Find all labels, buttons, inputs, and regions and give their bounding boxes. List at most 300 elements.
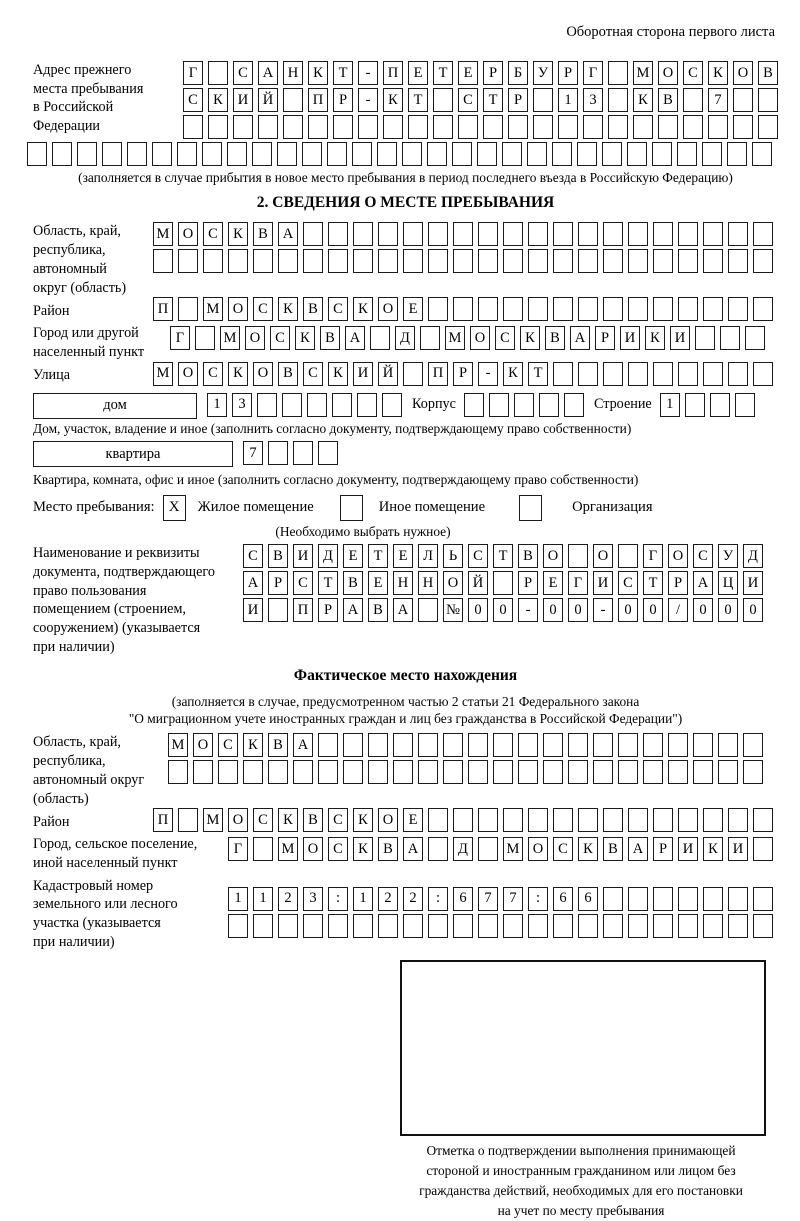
char-cell[interactable]: Р xyxy=(653,837,673,861)
char-cell[interactable] xyxy=(643,733,663,757)
char-cell[interactable] xyxy=(727,142,747,166)
char-cell[interactable]: : xyxy=(428,887,448,911)
char-cell[interactable] xyxy=(678,362,698,386)
char-cell[interactable] xyxy=(678,887,698,911)
char-cell[interactable] xyxy=(428,297,448,321)
char-cell[interactable] xyxy=(583,115,603,139)
char-cell[interactable]: А xyxy=(278,222,298,246)
char-cell[interactable] xyxy=(743,733,763,757)
char-cell[interactable] xyxy=(728,222,748,246)
char-cell[interactable] xyxy=(653,914,673,938)
char-cell[interactable] xyxy=(178,249,198,273)
char-cell[interactable] xyxy=(478,808,498,832)
char-cell[interactable] xyxy=(428,914,448,938)
char-cell[interactable]: О xyxy=(658,61,678,85)
char-cell[interactable] xyxy=(153,249,173,273)
char-cell[interactable] xyxy=(627,142,647,166)
char-cell[interactable]: Р xyxy=(333,88,353,112)
char-cell[interactable]: К xyxy=(520,326,540,350)
char-cell[interactable] xyxy=(307,393,327,417)
char-cell[interactable]: О xyxy=(668,544,688,568)
char-cell[interactable]: И xyxy=(243,598,263,622)
char-cell[interactable] xyxy=(468,733,488,757)
char-cell[interactable] xyxy=(628,222,648,246)
char-cell[interactable] xyxy=(643,760,663,784)
char-cell[interactable]: 6 xyxy=(578,887,598,911)
char-cell[interactable] xyxy=(253,249,273,273)
char-cell[interactable]: Е xyxy=(393,544,413,568)
char-cell[interactable] xyxy=(593,760,613,784)
char-cell[interactable]: А xyxy=(293,733,313,757)
char-cell[interactable] xyxy=(453,297,473,321)
char-cell[interactable] xyxy=(514,393,534,417)
char-cell[interactable] xyxy=(428,837,448,861)
char-cell[interactable]: К xyxy=(703,837,723,861)
char-cell[interactable] xyxy=(478,914,498,938)
char-cell[interactable] xyxy=(693,733,713,757)
char-cell[interactable] xyxy=(478,249,498,273)
char-cell[interactable] xyxy=(282,393,302,417)
char-cell[interactable]: Н xyxy=(418,571,438,595)
char-cell[interactable] xyxy=(408,115,428,139)
char-cell[interactable] xyxy=(152,142,172,166)
char-cell[interactable] xyxy=(753,362,773,386)
char-cell[interactable]: Г xyxy=(568,571,588,595)
char-cell[interactable] xyxy=(652,142,672,166)
char-cell[interactable] xyxy=(403,249,423,273)
char-cell[interactable] xyxy=(603,249,623,273)
char-cell[interactable]: П xyxy=(428,362,448,386)
char-cell[interactable] xyxy=(208,61,228,85)
char-cell[interactable]: В xyxy=(343,571,363,595)
char-cell[interactable]: С xyxy=(618,571,638,595)
char-cell[interactable] xyxy=(753,837,773,861)
char-cell[interactable]: В xyxy=(518,544,538,568)
char-cell[interactable] xyxy=(228,249,248,273)
char-cell[interactable] xyxy=(183,115,203,139)
char-cell[interactable]: А xyxy=(403,837,423,861)
char-cell[interactable]: С xyxy=(203,222,223,246)
char-cell[interactable]: Р xyxy=(668,571,688,595)
char-cell[interactable] xyxy=(333,115,353,139)
char-cell[interactable] xyxy=(558,115,578,139)
char-cell[interactable]: П xyxy=(383,61,403,85)
char-cell[interactable]: К xyxy=(353,297,373,321)
char-cell[interactable] xyxy=(753,808,773,832)
char-cell[interactable]: В xyxy=(268,544,288,568)
char-cell[interactable] xyxy=(332,393,352,417)
char-cell[interactable] xyxy=(608,115,628,139)
char-cell[interactable] xyxy=(168,760,188,784)
char-cell[interactable] xyxy=(577,142,597,166)
char-cell[interactable]: У xyxy=(718,544,738,568)
char-cell[interactable] xyxy=(618,544,638,568)
char-cell[interactable]: : xyxy=(528,887,548,911)
char-cell[interactable]: О xyxy=(193,733,213,757)
char-cell[interactable] xyxy=(710,393,730,417)
char-cell[interactable] xyxy=(618,760,638,784)
char-cell[interactable] xyxy=(553,222,573,246)
char-cell[interactable] xyxy=(370,326,390,350)
char-cell[interactable]: Й xyxy=(258,88,278,112)
char-cell[interactable] xyxy=(533,115,553,139)
char-cell[interactable]: В xyxy=(758,61,778,85)
char-cell[interactable] xyxy=(283,115,303,139)
char-cell[interactable] xyxy=(628,249,648,273)
char-cell[interactable]: 0 xyxy=(718,598,738,622)
char-cell[interactable] xyxy=(378,914,398,938)
char-cell[interactable] xyxy=(268,760,288,784)
char-cell[interactable]: И xyxy=(233,88,253,112)
char-cell[interactable] xyxy=(703,222,723,246)
char-cell[interactable]: 0 xyxy=(543,598,563,622)
char-cell[interactable] xyxy=(683,88,703,112)
char-cell[interactable] xyxy=(433,115,453,139)
char-cell[interactable] xyxy=(703,887,723,911)
char-cell[interactable]: А xyxy=(258,61,278,85)
char-cell[interactable]: Т xyxy=(643,571,663,595)
char-cell[interactable] xyxy=(418,733,438,757)
char-cell[interactable]: М xyxy=(203,297,223,321)
char-cell[interactable]: Г xyxy=(183,61,203,85)
char-cell[interactable] xyxy=(745,326,765,350)
char-cell[interactable]: И xyxy=(593,571,613,595)
char-cell[interactable]: С xyxy=(683,61,703,85)
char-cell[interactable]: В xyxy=(268,733,288,757)
char-cell[interactable] xyxy=(668,733,688,757)
char-cell[interactable] xyxy=(278,249,298,273)
char-cell[interactable] xyxy=(303,222,323,246)
char-cell[interactable]: : xyxy=(328,887,348,911)
char-cell[interactable]: Т xyxy=(368,544,388,568)
char-cell[interactable] xyxy=(177,142,197,166)
char-cell[interactable] xyxy=(468,760,488,784)
char-cell[interactable] xyxy=(603,362,623,386)
char-cell[interactable] xyxy=(758,115,778,139)
char-cell[interactable] xyxy=(418,760,438,784)
char-cell[interactable] xyxy=(353,914,373,938)
char-cell[interactable] xyxy=(477,142,497,166)
char-cell[interactable]: Т xyxy=(408,88,428,112)
char-cell[interactable] xyxy=(752,142,772,166)
char-cell[interactable]: О xyxy=(378,808,398,832)
char-cell[interactable]: С xyxy=(328,808,348,832)
char-cell[interactable]: С xyxy=(233,61,253,85)
char-cell[interactable]: С xyxy=(693,544,713,568)
char-cell[interactable] xyxy=(353,249,373,273)
char-cell[interactable]: Н xyxy=(283,61,303,85)
char-cell[interactable] xyxy=(127,142,147,166)
char-cell[interactable] xyxy=(578,808,598,832)
char-cell[interactable]: В xyxy=(278,362,298,386)
char-cell[interactable] xyxy=(233,115,253,139)
char-cell[interactable] xyxy=(383,115,403,139)
char-cell[interactable]: Г xyxy=(583,61,603,85)
char-cell[interactable]: Е xyxy=(458,61,478,85)
char-cell[interactable]: Д xyxy=(395,326,415,350)
char-cell[interactable] xyxy=(553,362,573,386)
char-cell[interactable]: О xyxy=(228,297,248,321)
char-cell[interactable]: М xyxy=(633,61,653,85)
char-cell[interactable] xyxy=(343,760,363,784)
char-cell[interactable] xyxy=(628,297,648,321)
checkbox-other-premises[interactable] xyxy=(340,495,363,521)
char-cell[interactable] xyxy=(483,115,503,139)
char-cell[interactable]: К xyxy=(578,837,598,861)
char-cell[interactable] xyxy=(227,142,247,166)
char-cell[interactable] xyxy=(464,393,484,417)
char-cell[interactable]: 0 xyxy=(493,598,513,622)
char-cell[interactable]: Е xyxy=(408,61,428,85)
char-cell[interactable]: Е xyxy=(368,571,388,595)
char-cell[interactable] xyxy=(503,297,523,321)
char-cell[interactable] xyxy=(528,297,548,321)
char-cell[interactable]: 1 xyxy=(228,887,248,911)
char-cell[interactable]: 1 xyxy=(353,887,373,911)
char-cell[interactable] xyxy=(653,297,673,321)
char-cell[interactable] xyxy=(703,808,723,832)
char-cell[interactable] xyxy=(628,362,648,386)
char-cell[interactable]: - xyxy=(478,362,498,386)
char-cell[interactable]: К xyxy=(228,222,248,246)
char-cell[interactable] xyxy=(553,297,573,321)
char-cell[interactable] xyxy=(420,326,440,350)
char-cell[interactable] xyxy=(252,142,272,166)
char-cell[interactable] xyxy=(602,142,622,166)
char-cell[interactable] xyxy=(278,914,298,938)
char-cell[interactable]: К xyxy=(208,88,228,112)
char-cell[interactable] xyxy=(753,249,773,273)
kvartira-box[interactable]: квартира xyxy=(33,441,233,467)
char-cell[interactable] xyxy=(728,887,748,911)
char-cell[interactable] xyxy=(489,393,509,417)
char-cell[interactable]: Т xyxy=(493,544,513,568)
char-cell[interactable] xyxy=(753,914,773,938)
char-cell[interactable] xyxy=(27,142,47,166)
char-cell[interactable] xyxy=(628,808,648,832)
char-cell[interactable] xyxy=(568,733,588,757)
char-cell[interactable] xyxy=(503,249,523,273)
char-cell[interactable] xyxy=(728,362,748,386)
char-cell[interactable] xyxy=(720,326,740,350)
char-cell[interactable] xyxy=(382,393,402,417)
char-cell[interactable] xyxy=(728,914,748,938)
char-cell[interactable]: И xyxy=(670,326,690,350)
char-cell[interactable]: - xyxy=(593,598,613,622)
char-cell[interactable]: - xyxy=(358,61,378,85)
char-cell[interactable] xyxy=(303,249,323,273)
char-cell[interactable]: В xyxy=(303,808,323,832)
char-cell[interactable] xyxy=(368,733,388,757)
char-cell[interactable] xyxy=(678,808,698,832)
char-cell[interactable] xyxy=(678,249,698,273)
char-cell[interactable]: М xyxy=(278,837,298,861)
char-cell[interactable] xyxy=(493,733,513,757)
char-cell[interactable]: К xyxy=(328,362,348,386)
char-cell[interactable] xyxy=(428,222,448,246)
char-cell[interactable]: С xyxy=(328,297,348,321)
char-cell[interactable] xyxy=(733,88,753,112)
char-cell[interactable]: О xyxy=(245,326,265,350)
char-cell[interactable] xyxy=(268,598,288,622)
char-cell[interactable] xyxy=(718,733,738,757)
char-cell[interactable]: К xyxy=(353,837,373,861)
char-cell[interactable] xyxy=(728,808,748,832)
char-cell[interactable] xyxy=(508,115,528,139)
char-cell[interactable] xyxy=(218,760,238,784)
char-cell[interactable]: И xyxy=(293,544,313,568)
char-cell[interactable]: 3 xyxy=(303,887,323,911)
char-cell[interactable]: В xyxy=(378,837,398,861)
char-cell[interactable]: 7 xyxy=(478,887,498,911)
char-cell[interactable] xyxy=(678,914,698,938)
char-cell[interactable] xyxy=(353,222,373,246)
char-cell[interactable]: 6 xyxy=(453,887,473,911)
char-cell[interactable] xyxy=(502,142,522,166)
char-cell[interactable] xyxy=(318,760,338,784)
char-cell[interactable] xyxy=(453,914,473,938)
char-cell[interactable]: В xyxy=(368,598,388,622)
char-cell[interactable] xyxy=(77,142,97,166)
char-cell[interactable] xyxy=(358,115,378,139)
char-cell[interactable]: Р xyxy=(453,362,473,386)
char-cell[interactable] xyxy=(578,362,598,386)
char-cell[interactable] xyxy=(328,249,348,273)
char-cell[interactable]: Д xyxy=(318,544,338,568)
char-cell[interactable] xyxy=(403,914,423,938)
char-cell[interactable]: И xyxy=(353,362,373,386)
char-cell[interactable]: М xyxy=(168,733,188,757)
char-cell[interactable] xyxy=(328,914,348,938)
char-cell[interactable] xyxy=(528,222,548,246)
char-cell[interactable]: Ь xyxy=(443,544,463,568)
char-cell[interactable] xyxy=(568,760,588,784)
char-cell[interactable] xyxy=(478,837,498,861)
char-cell[interactable]: О xyxy=(253,362,273,386)
char-cell[interactable] xyxy=(258,115,278,139)
char-cell[interactable]: Д xyxy=(743,544,763,568)
char-cell[interactable]: С xyxy=(253,297,273,321)
char-cell[interactable]: 0 xyxy=(568,598,588,622)
char-cell[interactable] xyxy=(703,914,723,938)
char-cell[interactable] xyxy=(678,222,698,246)
char-cell[interactable]: П xyxy=(293,598,313,622)
char-cell[interactable] xyxy=(678,297,698,321)
char-cell[interactable]: Т xyxy=(433,61,453,85)
char-cell[interactable] xyxy=(685,393,705,417)
char-cell[interactable] xyxy=(318,441,338,465)
char-cell[interactable] xyxy=(618,733,638,757)
char-cell[interactable]: К xyxy=(383,88,403,112)
char-cell[interactable] xyxy=(202,142,222,166)
char-cell[interactable] xyxy=(478,297,498,321)
char-cell[interactable]: Т xyxy=(318,571,338,595)
char-cell[interactable]: Р xyxy=(483,61,503,85)
char-cell[interactable]: Е xyxy=(543,571,563,595)
char-cell[interactable] xyxy=(658,115,678,139)
char-cell[interactable]: А xyxy=(570,326,590,350)
char-cell[interactable]: И xyxy=(743,571,763,595)
char-cell[interactable]: - xyxy=(358,88,378,112)
char-cell[interactable]: Г xyxy=(643,544,663,568)
char-cell[interactable] xyxy=(208,115,228,139)
char-cell[interactable] xyxy=(593,733,613,757)
char-cell[interactable] xyxy=(693,760,713,784)
char-cell[interactable] xyxy=(653,362,673,386)
char-cell[interactable] xyxy=(668,760,688,784)
char-cell[interactable] xyxy=(433,88,453,112)
char-cell[interactable]: 3 xyxy=(583,88,603,112)
char-cell[interactable]: С xyxy=(293,571,313,595)
char-cell[interactable] xyxy=(403,222,423,246)
char-cell[interactable]: А xyxy=(628,837,648,861)
char-cell[interactable] xyxy=(428,808,448,832)
char-cell[interactable]: 0 xyxy=(643,598,663,622)
char-cell[interactable] xyxy=(553,914,573,938)
char-cell[interactable] xyxy=(368,760,388,784)
char-cell[interactable]: С xyxy=(203,362,223,386)
char-cell[interactable]: К xyxy=(645,326,665,350)
char-cell[interactable]: С xyxy=(303,362,323,386)
char-cell[interactable]: И xyxy=(728,837,748,861)
char-cell[interactable] xyxy=(443,760,463,784)
char-cell[interactable]: С xyxy=(495,326,515,350)
char-cell[interactable]: 2 xyxy=(403,887,423,911)
char-cell[interactable] xyxy=(552,142,572,166)
char-cell[interactable]: М xyxy=(153,362,173,386)
char-cell[interactable]: К xyxy=(243,733,263,757)
char-cell[interactable] xyxy=(608,61,628,85)
char-cell[interactable]: Е xyxy=(403,808,423,832)
char-cell[interactable] xyxy=(578,222,598,246)
char-cell[interactable]: Н xyxy=(393,571,413,595)
char-cell[interactable] xyxy=(527,142,547,166)
char-cell[interactable]: К xyxy=(503,362,523,386)
char-cell[interactable]: А xyxy=(243,571,263,595)
char-cell[interactable] xyxy=(683,115,703,139)
char-cell[interactable] xyxy=(458,115,478,139)
char-cell[interactable] xyxy=(102,142,122,166)
char-cell[interactable]: К xyxy=(353,808,373,832)
char-cell[interactable]: 0 xyxy=(693,598,713,622)
char-cell[interactable]: О xyxy=(470,326,490,350)
char-cell[interactable] xyxy=(503,222,523,246)
char-cell[interactable]: О xyxy=(593,544,613,568)
char-cell[interactable]: Ц xyxy=(718,571,738,595)
char-cell[interactable] xyxy=(257,393,277,417)
char-cell[interactable] xyxy=(528,914,548,938)
char-cell[interactable] xyxy=(578,249,598,273)
char-cell[interactable]: П xyxy=(153,808,173,832)
char-cell[interactable] xyxy=(677,142,697,166)
char-cell[interactable] xyxy=(628,914,648,938)
char-cell[interactable] xyxy=(518,733,538,757)
char-cell[interactable] xyxy=(564,393,584,417)
char-cell[interactable] xyxy=(193,760,213,784)
char-cell[interactable] xyxy=(378,222,398,246)
char-cell[interactable]: С xyxy=(553,837,573,861)
char-cell[interactable]: 6 xyxy=(553,887,573,911)
char-cell[interactable] xyxy=(453,808,473,832)
char-cell[interactable] xyxy=(178,297,198,321)
char-cell[interactable]: К xyxy=(295,326,315,350)
char-cell[interactable] xyxy=(603,808,623,832)
char-cell[interactable] xyxy=(308,115,328,139)
char-cell[interactable]: К xyxy=(278,297,298,321)
char-cell[interactable]: С xyxy=(328,837,348,861)
char-cell[interactable]: А xyxy=(343,598,363,622)
char-cell[interactable] xyxy=(543,760,563,784)
